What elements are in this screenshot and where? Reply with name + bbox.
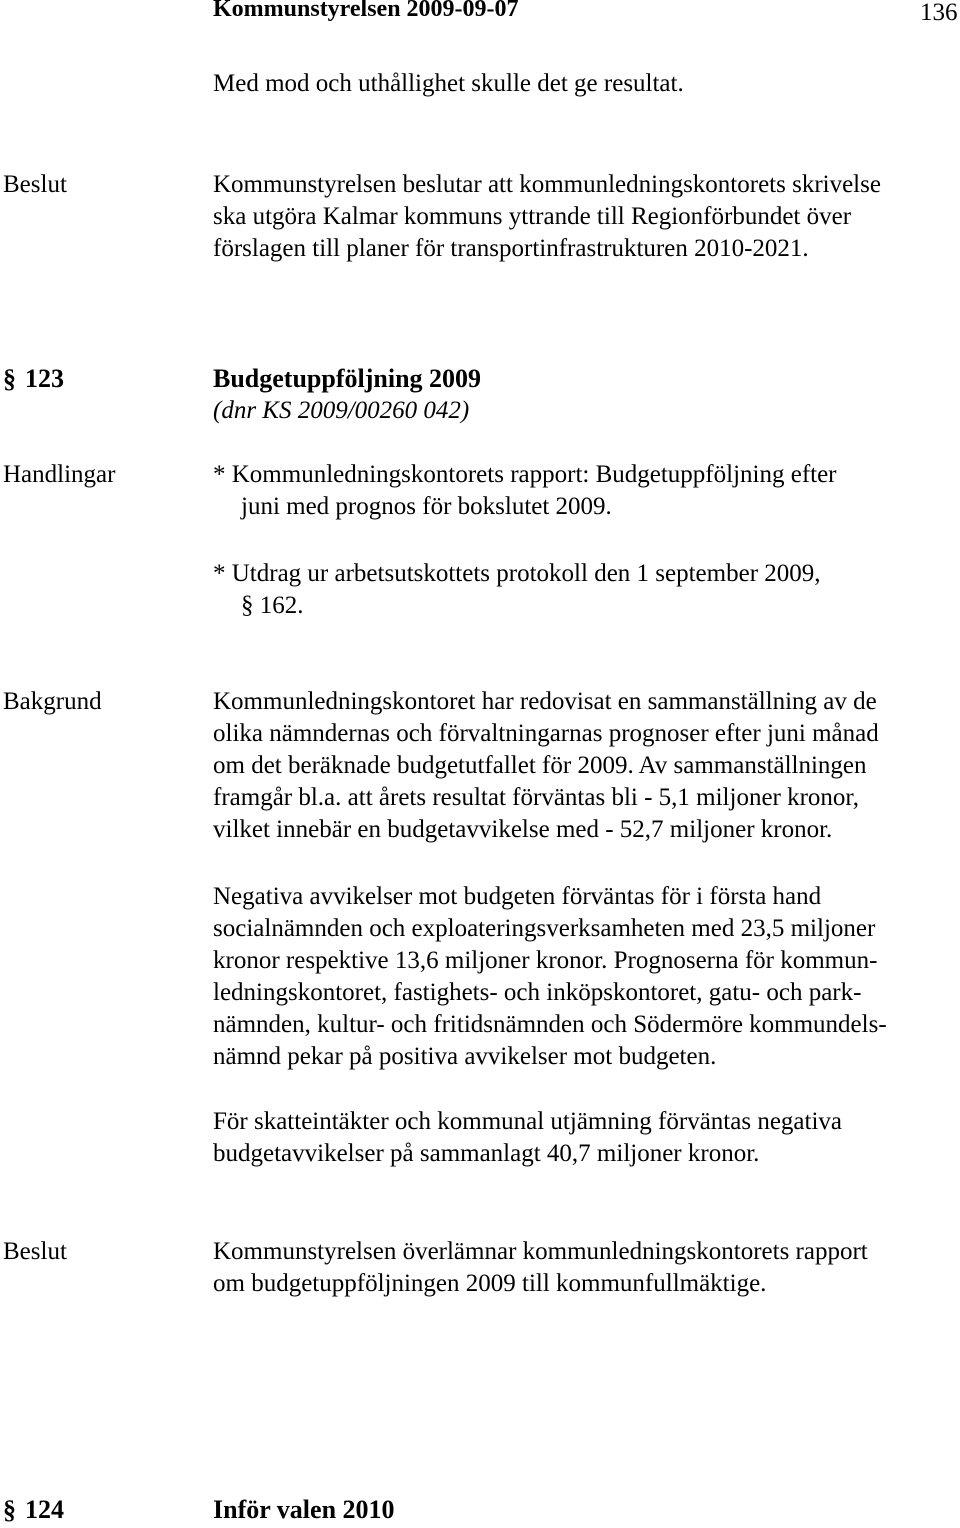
- beslut-label-1: Beslut: [3, 171, 67, 198]
- bakgrund-p1-line: om det beräknade budgetutfallet för 2009. Av sammanställningen: [213, 752, 867, 779]
- beslut-1-line: Kommunstyrelsen beslutar att kommunledningskontorets skrivelse: [213, 171, 881, 198]
- bakgrund-paragraph-3: [213, 1106, 842, 1170]
- bakgrund-paragraph-1: [213, 686, 879, 846]
- beslut-text-1: [213, 169, 881, 265]
- bakgrund-p1-line: olika nämndernas och förvaltningarnas prognoser efter juni månad: [213, 720, 879, 747]
- beslut-1-line: ska utgöra Kalmar kommuns yttrande till Regionförbundet över: [213, 203, 852, 230]
- handlingar-item-1-line: * Kommunledningskontorets rapport: Budgetuppföljning efter: [213, 461, 837, 488]
- handlingar-label: Handlingar: [3, 461, 116, 488]
- bakgrund-p2-line: Negativa avvikelser mot budgeten förväntas för i första hand: [213, 883, 822, 910]
- section-124-number: 124: [25, 1495, 64, 1524]
- beslut-text-2: [213, 1236, 868, 1300]
- section-124-title: Inför valen 2010: [213, 1495, 395, 1524]
- handlingar-item-2-line: § 162.: [241, 592, 304, 619]
- section-123-reference: (dnr KS 2009/00260 042): [213, 397, 470, 424]
- bakgrund-p2-line: kronor respektive 13,6 miljoner kronor. Prognoserna för kommun-: [213, 947, 878, 974]
- beslut-1-line: förslagen till planer för transportinfrastrukturen 2010-2021.: [213, 235, 809, 262]
- bakgrund-p2-line: socialnämnden och exploateringsverksamheten med 23,5 miljoner: [213, 915, 876, 942]
- beslut-2-line: om budgetuppföljningen 2009 till kommunfullmäktige.: [213, 1270, 767, 1297]
- bakgrund-label: Bakgrund: [3, 688, 102, 715]
- handlingar-item-1: [213, 459, 837, 523]
- handlingar-item-2: [213, 558, 821, 622]
- section-123-number: 123: [25, 364, 64, 393]
- bakgrund-paragraph-2: [213, 881, 887, 1073]
- bakgrund-p1-line: framgår bl.a. att årets resultat förväntas bli - 5,1 miljoner kronor,: [213, 784, 860, 811]
- bakgrund-p2-line: ledningskontoret, fastighets- och inköpskontoret, gatu- och park-: [213, 979, 862, 1006]
- beslut-2-line: Kommunstyrelsen överlämnar kommunledningskontorets rapport: [213, 1238, 868, 1265]
- bakgrund-p1-line: Kommunledningskontoret har redovisat en sammanställning av de: [213, 688, 877, 715]
- page-number: 136: [920, 0, 958, 26]
- bakgrund-p2-line: nämnd pekar på positiva avvikelser mot budgeten.: [213, 1043, 717, 1070]
- handlingar-item-1-line: juni med prognos för bokslutet 2009.: [241, 493, 612, 520]
- section-124-symbol: §: [3, 1495, 16, 1524]
- beslut-label-2: Beslut: [3, 1238, 67, 1265]
- bakgrund-p3-line: budgetavvikelser på sammanlagt 40,7 miljoner kronor.: [213, 1140, 760, 1167]
- section-123-title: Budgetuppföljning 2009: [213, 364, 482, 393]
- section-123-symbol: §: [3, 364, 16, 393]
- bakgrund-p3-line: För skatteintäkter och kommunal utjämning förväntas negativa: [213, 1108, 843, 1135]
- bakgrund-p2-line: nämnden, kultur- och fritidsnämnden och Södermöre kommundels-: [213, 1011, 887, 1038]
- handlingar-item-2-line: * Utdrag ur arbetsutskottets protokoll den 1 september 2009,: [213, 560, 821, 587]
- bakgrund-p1-line: vilket innebär en budgetavvikelse med - 52,7 miljoner kronor.: [213, 816, 833, 843]
- intro-line: Med mod och uthållighet skulle det ge resultat.: [213, 70, 684, 97]
- page-header-title: Kommunstyrelsen 2009-09-07: [213, 0, 519, 22]
